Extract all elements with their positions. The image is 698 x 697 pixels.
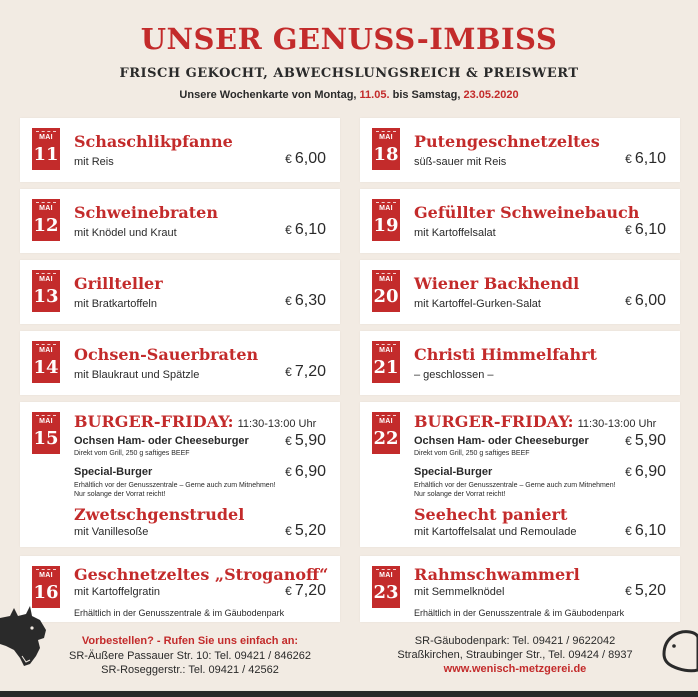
footer-order-info [40,634,340,677]
dessert-side: mit Vanillesoße [74,526,149,538]
date-badge: MAI 20 [372,270,400,312]
date-badge: MAI 14 [32,341,60,383]
availability-note: Erhältlich in der Genusszentrale & im Gäubodenpark [74,608,285,618]
dish-price: € 7,20 [285,363,326,380]
dish-side: mit Kartoffelgratin [74,586,161,598]
burger-2-price: € 6,90 [285,463,326,480]
dish-name: Christi Himmelfahrt [414,345,597,364]
order-heading: Vorbestellen? - Rufen Sie uns einfach an: [81,635,299,647]
menu-card-13 [20,260,340,324]
date-badge: MAI 19 [372,199,400,241]
dish-price: € 6,10 [625,150,666,167]
dish-price: € 6,10 [625,522,666,539]
burger-2-note-1: Erhältlich vor der Genusszentrale – Gerne auch zum Mitnehmen! [74,482,276,489]
menu-card-20 [360,260,680,324]
menu-card-21 [360,331,680,395]
menu-card-15 [20,402,340,547]
date-badge: MAI 21 [372,341,400,383]
dish-name: Rahmschwammerl [414,565,580,584]
burger-1-note: Direkt vom Grill, 250 g saftiges BEEF [74,450,190,457]
burger-friday-title: BURGER-FRIDAY: 11:30-13:00 Uhr [74,412,317,431]
burger-2-name: Special-Burger [74,466,153,478]
dish-side: – geschlossen – [414,369,494,381]
dish-name: Wiener Backhendl [414,274,580,293]
burger-2-price: € 6,90 [625,463,666,480]
menu-card-12 [20,189,340,253]
date-badge: MAI 11 [32,128,60,170]
dish-side: mit Blaukraut und Spätzle [74,369,200,381]
dish-side: mit Kartoffel-Gurken-Salat [414,298,541,310]
dish-price: € 6,10 [625,221,666,238]
burger-2-name: Special-Burger [414,466,493,478]
branch-1: SR-Äußere Passauer Str. 10: Tel. 09421 / 846262 [69,650,311,662]
burger-1-note: Direkt vom Grill, 250 g saftiges BEEF [414,450,530,457]
menu-card-11 [20,118,340,182]
pig-icon [660,624,698,674]
dish-price: € 7,20 [285,582,326,599]
burger-1-name: Ochsen Ham- oder Cheeseburger [74,435,249,447]
page-subtitle: FRISCH GEKOCHT, ABWECHSLUNGSREICH & PREISWERT [119,66,579,81]
dish-price: € 6,30 [285,292,326,309]
website-link[interactable]: www.wenisch-metzgerei.de [443,663,587,675]
burger-2-note-2: Nur solange der Vorrat reicht! [414,491,506,498]
bottom-bar [0,691,698,697]
dish-side: süß-sauer mit Reis [414,156,507,168]
date-badge: MAI 12 [32,199,60,241]
burger-1-name: Ochsen Ham- oder Cheeseburger [414,435,589,447]
date-badge: MAI 16 [32,566,60,608]
date-badge: MAI 23 [372,566,400,608]
dish-side: mit Kartoffelsalat [414,227,496,239]
week-mid: bis Samstag, [392,89,461,101]
burger-1-price: € 5,90 [285,432,326,449]
dish-name: Putengeschnetzeltes [414,132,600,151]
dish-name: Gefüllter Schweinebauch [414,203,640,222]
branch-2: SR-Roseggerstr.: Tel. 09421 / 42562 [101,664,279,676]
week-prefix: Unsere Wochenkarte von Montag, [179,89,357,101]
branch-3: SR-Gäubodenpark: Tel. 09421 / 9622042 [414,635,616,647]
dish-price: € 6,00 [625,292,666,309]
date-badge: MAI 13 [32,270,60,312]
dish-side: mit Reis [74,156,114,168]
dish-price: € 6,00 [285,150,326,167]
menu-card-23 [360,556,680,622]
burger-2-note-1: Erhältlich vor der Genusszentrale – Gerne auch zum Mitnehmen! [414,482,616,489]
dish-side: mit Semmelknödel [414,586,505,598]
dish-side: mit Bratkartoffeln [74,298,157,310]
dish-side: mit Kartoffelsalat und Remoulade [414,526,577,538]
menu-card-14 [20,331,340,395]
week-start: 11.05. [359,89,390,101]
burger-1-price: € 5,90 [625,432,666,449]
branch-4: Straßkirchen, Straubinger Str., Tel. 09424 / 8937 [397,649,633,661]
dish-name: Geschnetzeltes „Stroganoff“ [74,565,329,584]
date-badge: MAI 22 [372,412,400,454]
footer-branches [360,634,670,676]
menu-card-18 [360,118,680,182]
burger-friday-title: BURGER-FRIDAY: 11:30-13:00 Uhr [414,412,657,431]
page-title: UNSER GENUSS-IMBISS [140,22,558,56]
menu-card-16 [20,556,340,622]
dish-side: mit Knödel und Kraut [74,227,177,239]
availability-note: Erhältlich in der Genusszentrale & im Gäubodenpark [414,608,625,618]
dish-name: Seehecht paniert [414,505,568,524]
dish-name: Schweinebraten [74,203,218,222]
dish-name: Ochsen-Sauerbraten [74,345,259,364]
week-end: 23.05.2020 [463,89,519,101]
dish-name: Schaschlikpfanne [74,132,233,151]
dish-price: € 5,20 [625,582,666,599]
date-badge: MAI 15 [32,412,60,454]
dish-price: € 6,10 [285,221,326,238]
week-range [0,89,698,101]
dessert-name: Zwetschgenstrudel [74,505,245,524]
dessert-price: € 5,20 [285,522,326,539]
menu-card-19 [360,189,680,253]
menu-card-22 [360,402,680,547]
date-badge: MAI 18 [372,128,400,170]
dish-name: Grillteller [74,274,163,293]
burger-2-note-2: Nur solange der Vorrat reicht! [74,491,166,498]
